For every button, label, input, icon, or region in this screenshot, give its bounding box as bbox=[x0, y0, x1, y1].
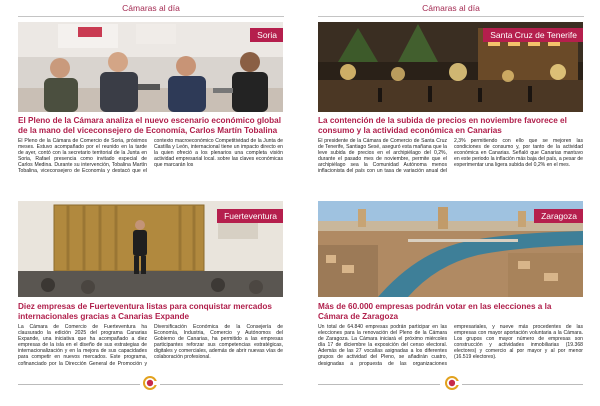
location-tag: Fuerteventura bbox=[217, 209, 283, 223]
article-text: Un total de 64.840 empresas podrán participar en las elecciones para la renovación del Pleno de la Cámara de Zaragoza. La Cámara iniciará el próximo miércoles día 17 de diciembre la exposición del censo electoral. Además de las 27 vocalías asignadas a los diferentes grupos de actividad del Pleno, se añadirán cuatro, designadas a propuesta de las organizaciones empresariales, y nueve más procedentes de las empresas con mayor aportación voluntaria a la Cámara. Los grupos con mayor número de empresas son construcción y actividades inmobiliarias (19.368 electores) y comercio al por mayor y al por menor (16.519 electores). bbox=[318, 324, 583, 367]
article-fuerteventura bbox=[18, 201, 283, 367]
right-page bbox=[300, 0, 600, 406]
article-tenerife bbox=[318, 22, 583, 175]
article-title: La contención de la subida de precios en noviembre favorece el consumo y la actividad económica en Canarias bbox=[318, 116, 567, 135]
location-tag: Santa Cruz de Tenerife bbox=[483, 28, 583, 42]
article-body bbox=[18, 324, 283, 367]
section-header: Cámaras al día bbox=[122, 3, 180, 13]
article-photo-meeting bbox=[18, 22, 283, 112]
article-photo-christmas-street bbox=[318, 22, 583, 112]
article-title: Diez empresas de Fuerteventura listas para conquistar mercados internacionales gracias a Canarias Expande bbox=[18, 302, 272, 321]
article-soria bbox=[18, 22, 283, 175]
location-tag: Zaragoza bbox=[534, 209, 583, 223]
header-divider bbox=[18, 16, 284, 17]
article-body bbox=[18, 138, 283, 175]
footer-divider-right bbox=[462, 384, 583, 385]
camara-logo-icon bbox=[143, 376, 157, 390]
footer-divider-right bbox=[160, 384, 283, 385]
article-text: El Pleno de la Cámara de Comercio de Soria, próximos meses. Estuvo acompañado por el reunido en la tarde de ayer, contó con la secretario territorial de la Junta en Soria, Rafael presencia como invitado especial de Carlos Medina. Durante su intervención, Tobalina Martín Tobalina, viceconsejero de Economía y destacó que el contexto macroeconómico Competitividad de la Junta de Castilla y León, internacional tiene un impacto directo en la quien ofreció a los plenarios una completa visión actividad empresarial local. sobre las claves económicas que marcarán los bbox=[18, 138, 283, 175]
article-text: El presidente de la Cámara de Comercio de Santa Cruz de Tenerife, Santiago Sesé, aseguró esta mañana que la leve subida de precios en el archipiélago del 0,2%, durante el pasado mes de noviembre, permite que el archipiélago sea la Comunidad Autónoma menos inflacionista del país con un tasa de variación anual del 2,3% permitiendo con ello que se mejoren las condiciones de consumo y, por tanto de la actividad económica en Canarias. Señaló que Canarias mantuvo en este periodo la inflación más baja del país, a pesar de experimentar una ligera subida del 0,2% en el mes. bbox=[318, 138, 583, 175]
camara-logo-icon bbox=[445, 376, 459, 390]
article-photo-speaker bbox=[18, 201, 283, 297]
article-body bbox=[318, 324, 583, 367]
article-title: El Pleno de la Cámara analiza el nuevo escenario económico global de la mano del viceconsejero de Economía, Carlos Martín Tobalina bbox=[18, 116, 281, 135]
section-header: Cámaras al día bbox=[422, 3, 480, 13]
article-photo-city-aerial bbox=[318, 201, 583, 297]
article-body bbox=[318, 138, 583, 175]
header-divider bbox=[318, 16, 584, 17]
article-text: La Cámara de Comercio de Fuerteventura ha clausurado la edición 2025 del programa Canarias Expande, una iniciativa que ha acompañado a diez empresas de la isla en el diseño de sus estrategias de internacionalización y en la mejora de sus capacidades para competir en nuevos mercados. Este programa, cofinanciado por la Dirección General de Promoción y Diversificación Económica de la Consejería de Economía, Industria, Comercio y Autónomos del Gobierno de Canarias, ha permitido a las empresas participantes reforzar sus competencias estratégicas, digitales y comerciales, además de abrir nuevas vías de colaboración profesional. bbox=[18, 324, 283, 367]
article-title: Más de 60.000 empresas podrán votar en las elecciones a la Cámara de Zaragoza bbox=[318, 302, 552, 321]
footer-divider-left bbox=[318, 384, 440, 385]
location-tag: Soria bbox=[250, 28, 283, 42]
article-zaragoza bbox=[318, 201, 583, 367]
footer-divider-left bbox=[18, 384, 140, 385]
